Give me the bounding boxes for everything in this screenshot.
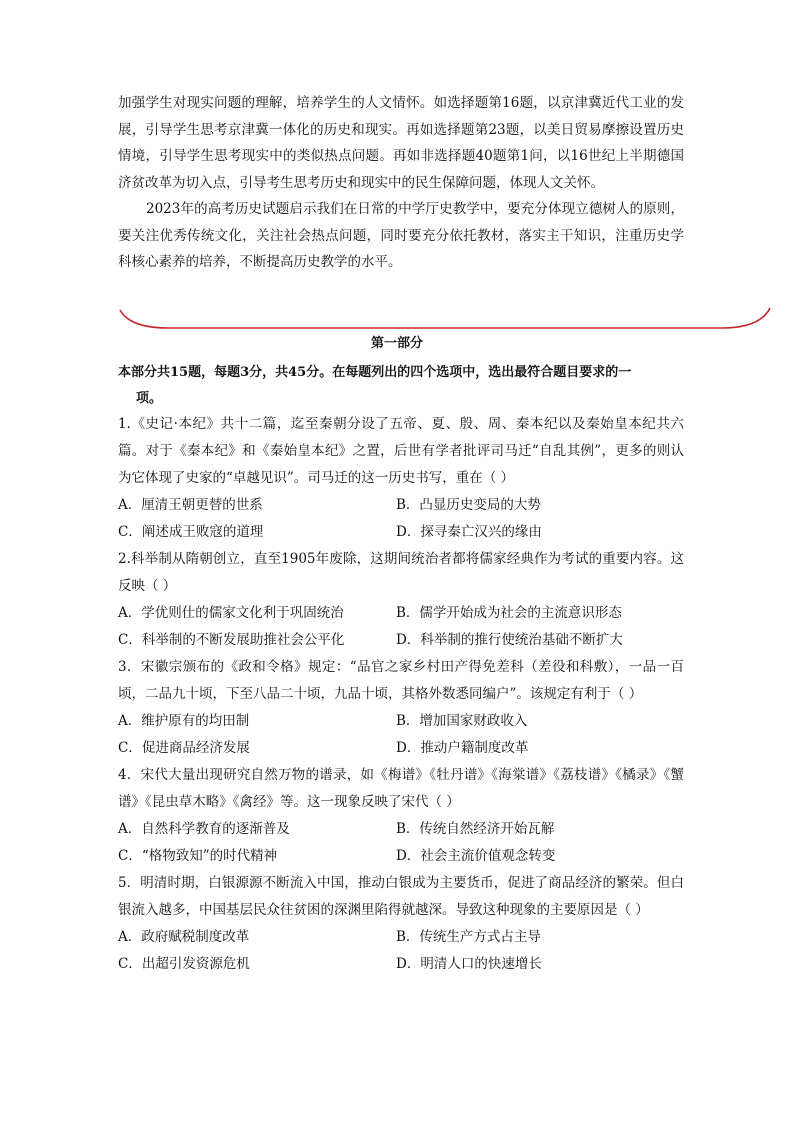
option-b: B．增加国家财政收入 [396, 713, 528, 729]
question-3 [118, 654, 684, 762]
option-b: B．传统生产方式占主导 [396, 929, 541, 945]
option-b: B．凸显历史变局的大势 [396, 497, 541, 513]
intro-paragraph-1: 加强学生对现实问题的理解，培养学生的人文情怀。如选择题第16题，以京津冀近代工业的发展，引导学生思考京津冀一体化的历史和现实。再如选择题第23题，以美日贸易摩擦设置历史情境，引导学生思考现实中的类似热点问题。再如非选择题40题第1问，以16世纪上半期德国济贫改革为切入点，引导考生思考历史和现实中的民生保障问题，体现人文关怀。 [118, 95, 684, 191]
question-stem: 1.《史记·本纪》共十二篇，迄至秦朝分设了五帝、夏、殷、周、秦本纪以及秦始皇本纪共六篇。对于《秦本纪》和《秦始皇本纪》之置，后世有学者批评司马迁“自乱其例”，更多的则认为它体现了史家的“卓越见识”。司马迁的这一历史书写，重在（ ） [118, 416, 684, 486]
option-d: D．推动户籍制度改革 [396, 740, 529, 756]
option-c: C．出超引发资源危机 [118, 956, 250, 972]
instructions-line-1: 本部分共15题，每题3分，共45分。在每题列出的四个选项中，选出最符合题目要求的一 [118, 365, 632, 380]
option-a: A．自然科学教育的逐渐普及 [118, 821, 290, 837]
question-5 [118, 870, 684, 978]
intro-text [118, 90, 684, 276]
option-a: A．维护原有的均田制 [118, 713, 250, 729]
question-stem: 2.科举制从隋朝创立，直至1905年废除，这期间统治者都将儒家经典作为考试的重要内容。这反映（ ） [118, 551, 684, 594]
question-list [118, 411, 684, 978]
option-grid [118, 600, 684, 654]
option-d: D．探寻秦亡汉兴的缘由 [396, 524, 542, 540]
option-grid [118, 492, 684, 546]
decorative-divider [118, 306, 772, 336]
option-c: C．促进商品经济发展 [118, 740, 250, 756]
option-c: C．阐述成王败寇的道理 [118, 524, 264, 540]
option-d: D．明清人口的快速增长 [396, 956, 542, 972]
option-grid [118, 816, 684, 870]
option-a: A．政府赋税制度改革 [118, 929, 250, 945]
option-a: A．厘清王朝更替的世系 [118, 497, 263, 513]
question-4 [118, 762, 684, 870]
intro-paragraph-2: 2023年的高考历史试题启示我们在日常的中学厅史教学中，要充分体现立德树人的原则，要关注优秀传统文化，关注社会热点问题，同时要充分依托教材，落实主干知识，注重历史学科核心素养的培养，不断提高历史教学的水平。 [118, 201, 684, 270]
section-title: 第一部分 [370, 336, 423, 351]
question-2 [118, 546, 684, 654]
option-b: B．传统自然经济开始瓦解 [396, 821, 555, 837]
question-stem: 4．宋代大量出现研究自然万物的谱录，如《梅谱》《牡丹谱》《海棠谱》《荔枝谱》《橘录》《蟹谱》《昆虫草木略》《禽经》等。这一现象反映了宋代（ ） [118, 767, 684, 810]
option-grid [118, 708, 684, 762]
question-stem: 3．宋徽宗颁布的《政和令格》规定：“品官之家乡村田产得免差科（差役和科敷），一品一百顷，二品九十顷，下至八品二十顷，九品十顷，其格外数悉同编户”。该规定有利于（ ） [118, 659, 684, 702]
option-d: D．社会主流价值观念转变 [396, 848, 556, 864]
option-grid [118, 924, 684, 978]
option-c: C．“格物致知”的时代精神 [118, 848, 278, 864]
question-1 [118, 411, 684, 546]
option-b: B．儒学开始成为社会的主流意识形态 [396, 605, 622, 621]
option-c: C．科举制的不断发展助推社会公平化 [118, 632, 345, 648]
option-d: D．科举制的推行使统治基础不断扩大 [396, 632, 623, 648]
instructions [118, 360, 684, 412]
question-stem: 5．明清时期，白银源源不断流入中国，推动白银成为主要货币，促进了商品经济的繁荣。但白银流入越多，中国基层民众往贫困的深渊里陷得就越深。导致这种现象的主要原因是（ ） [118, 875, 684, 918]
option-a: A．学优则仕的儒家文化利于巩固统治 [118, 605, 344, 621]
instructions-line-2: 项。 [136, 391, 163, 406]
